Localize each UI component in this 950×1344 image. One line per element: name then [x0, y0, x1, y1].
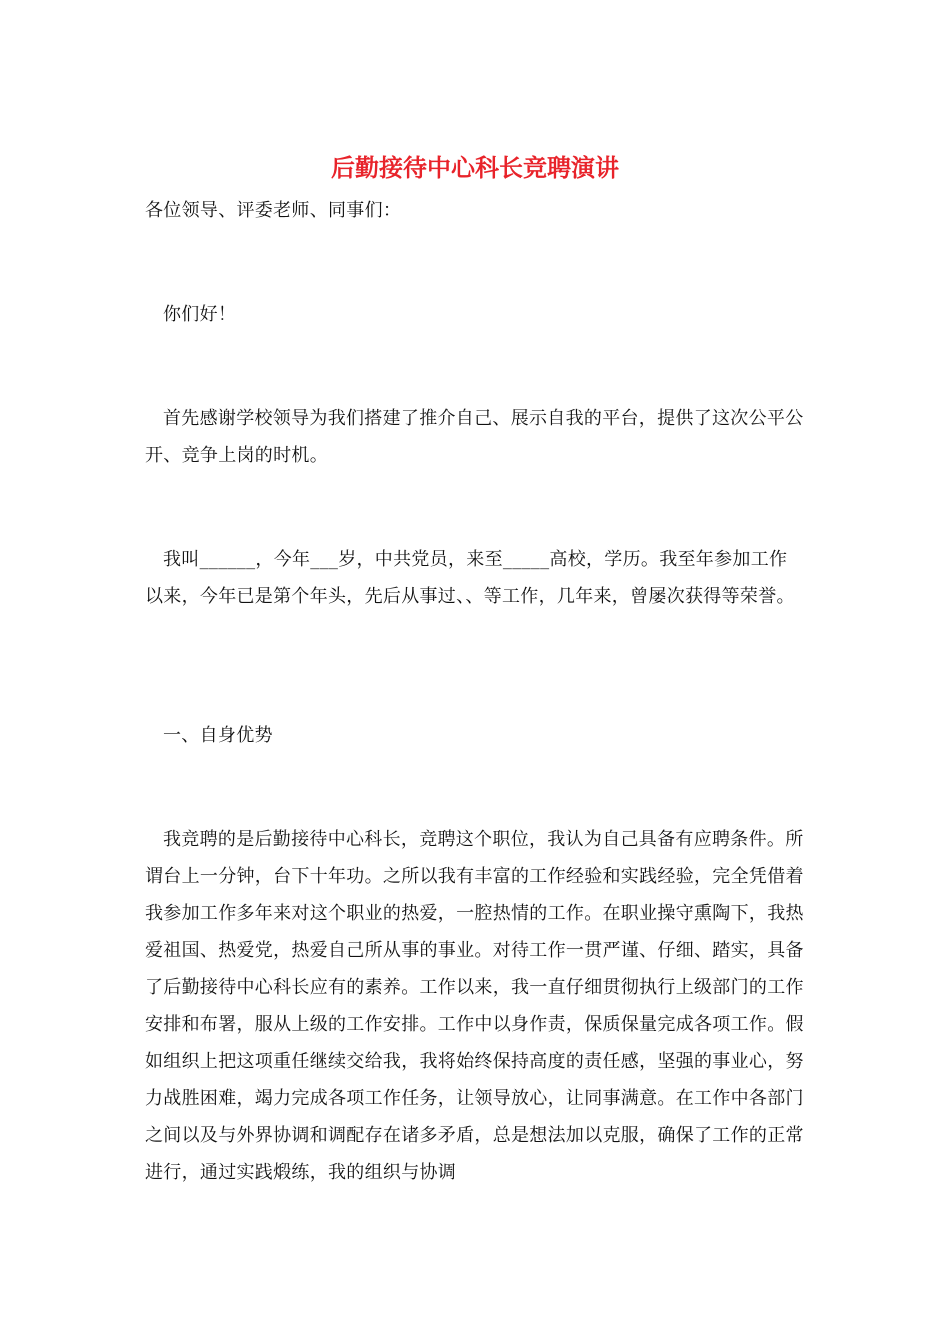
document-title: 后勤接待中心科长竞聘演讲 [331, 153, 619, 182]
paragraph-intro: 首先感谢学校领导为我们搭建了推介自己、展示自我的平台，提供了这次公平公开、竞争上岗的时机。 [145, 408, 804, 466]
greeting: 你们好！ [163, 304, 237, 325]
paragraph-advantages: 我竞聘的是后勤接待中心科长，竞聘这个职位，我认为自己具备有应聘条件。所谓台上一分钟，台下十年功。之所以我有丰富的工作经验和实践经验，完全凭借着我参加工作多年来对这个职业的热爱，一腔热情的工作。在职业操守熏陶下，我热爱祖国、热爱党，热爱自己所从事的事业。对待工作一贯严谨、仔细、踏实，具备了后勤接待中心科长应有的素养。工作以来，我一直仔细贯彻执行上级部门的工作安排和布署，服从上级的工作安排。工作中以身作责，保质保量完成各项工作。假如组织上把这项重任继续交给我，我将始终保持高度的责任感，坚强的事业心，努力战胜困难，竭力完成各项工作任务，让领导放心，让同事满意。在工作中各部门之间以及与外界协调和调配存在诸多矛盾，总是想法加以克服，确保了工作的正常进行，通过实践煅练，我的组织与协调 [145, 829, 804, 1183]
section-heading-advantages: 一、自身优势 [163, 725, 273, 746]
paragraph-self-introduction: 我叫______，今年___岁，中共党员，来至_____高校，学历。我至年参加工作以来，今年已是第个年头，先后从事过、、等工作，几年来，曾屡次获得等荣誉。 [145, 549, 795, 607]
salutation: 各位领导、评委老师、同事们： [145, 200, 402, 221]
